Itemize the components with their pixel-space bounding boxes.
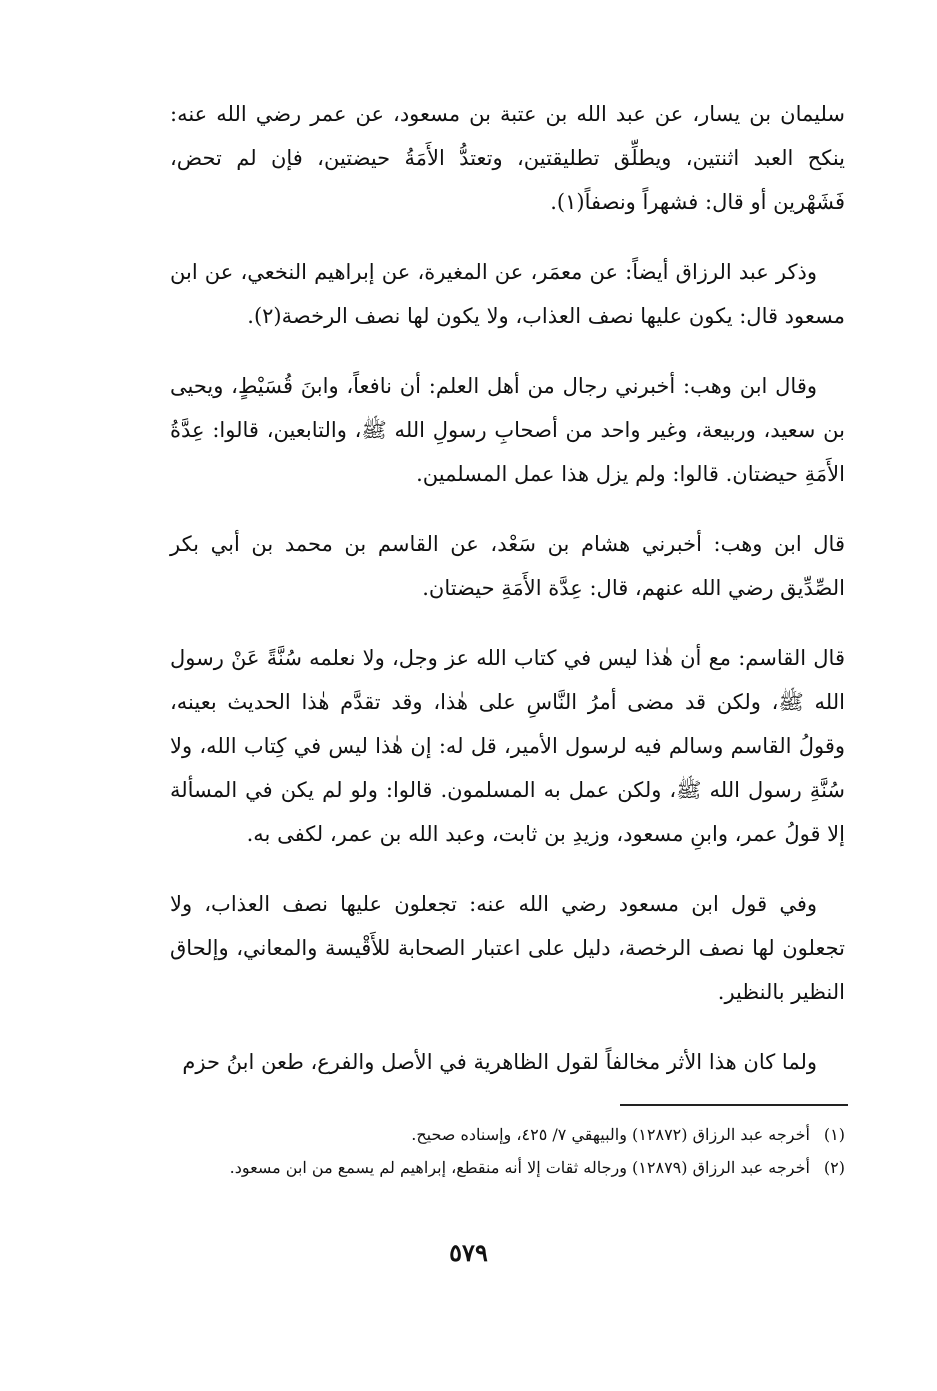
footnote-number: (٢) <box>823 1158 845 1177</box>
footnote-text: أخرجه عبد الرزاق (١٢٨٧٢) والبيهقي ٧/ ٤٢٥، وإسناده صحيح. <box>411 1125 810 1144</box>
main-text <box>170 92 845 1110</box>
paragraph-2: وذكر عبد الرزاق أيضاً: عن معمَر، عن المغيرة، عن إبراهيم النخعي، عن ابن مسعود قال: يكون عليها نصف العذاب، ولا يكون لها نصف الرخصة(٢). <box>170 260 845 328</box>
paragraph-3: وقال ابن وهب: أخبرني رجال من أهل العلم: أن نافعاً، وابنَ قُسَيْطٍ، ويحيى بن سعيد، وربيعة، وغير واحد من أصحابِ رسولِ الله ﷺ، والتابعين، قالوا: عِدَّةُ الأَمَةِ حيضتان. قالوا: ولم يزل هذا عمل المسلمين. <box>170 374 845 486</box>
footnote-number: (١) <box>823 1125 845 1144</box>
footnote-2 <box>170 1151 845 1184</box>
page-number: ٥٧٩ <box>449 1238 488 1267</box>
footnotes <box>170 1118 845 1184</box>
paragraph-1: سليمان بن يسار، عن عبد الله بن عتبة بن مسعود، عن عمر رضي الله عنه: ينكح العبد اثنتين، ويطلِّق تطليقتين، وتعتدُّ الأَمَةُ حيضتين، فإن لم تحض، فَشَهْرين أو قال: فشهراً ونصفاً(١). <box>170 102 845 214</box>
paragraph-4: قال ابن وهب: أخبرني هشام بن سَعْد، عن القاسم بن محمد بن أبي بكر الصِّدِّيق رضي الله عنهم، قال: عِدَّة الأَمَةِ حيضتان. <box>170 532 845 600</box>
footnote-divider <box>620 1104 848 1106</box>
paragraph-6: وفي قول ابن مسعود رضي الله عنه: تجعلون عليها نصف العذاب، ولا تجعلون لها نصف الرخصة، دليل على اعتبار الصحابة للأَقْيسة والمعاني، وإلحاق النظير بالنظير. <box>170 892 845 1004</box>
paragraph-5: قال القاسم: مع أن هٰذا ليس في كتاب الله عز وجل، ولا نعلمه سُنَّةً عَنْ رسول الله ﷺ، ولكن قد مضى أمرُ النَّاسِ على هٰذا، وقد تقدَّم هٰذا الحديث بعينه، وقولُ القاسم وسالم فيه لرسول الأمير، قل له: إن هٰذا ليس في كِتاب الله، ولا سُنَّةِ رسول الله ﷺ، ولكن عمل به المسلمون. قالوا: ولو لم يكن في المسألة إلا قولُ عمر، وابنِ مسعود، وزيدِ بن ثابت، وعبد الله بن عمر، لكفى به. <box>170 646 845 846</box>
footnote-1 <box>170 1118 845 1151</box>
footnote-text: أخرجه عبد الرزاق (١٢٨٧٩) ورجاله ثقات إلا أنه منقطع، إبراهيم لم يسمع من ابن مسعود. <box>229 1158 810 1177</box>
paragraph-7: ولما كان هذا الأثر مخالفاً لقول الظاهرية في الأصل والفرع، طعن ابنُ حزم <box>182 1050 817 1074</box>
